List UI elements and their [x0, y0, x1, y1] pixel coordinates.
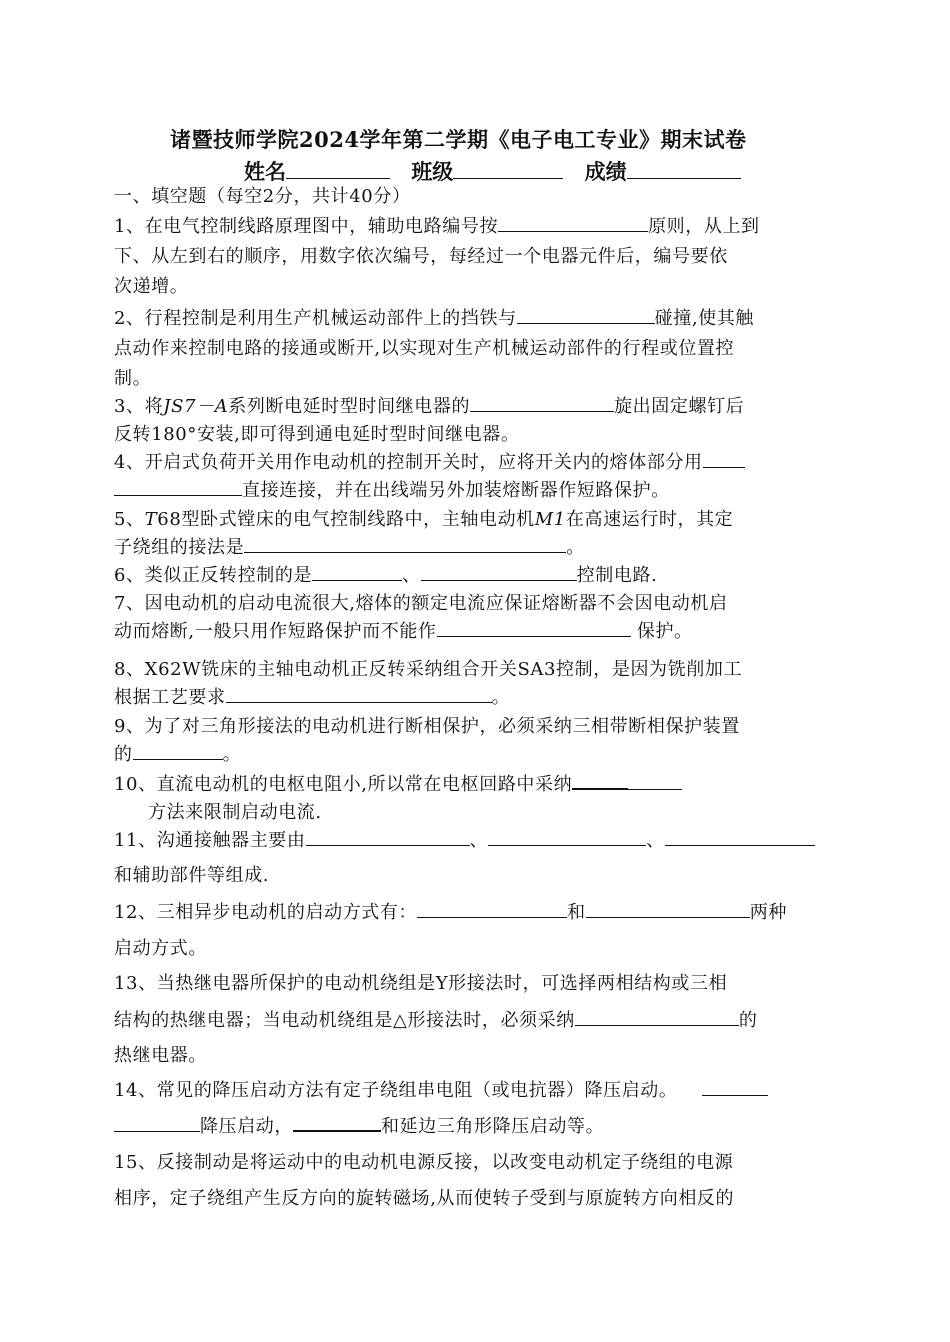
answer-blank[interactable] [244, 537, 566, 553]
name-label: 姓名 [244, 159, 286, 184]
answer-blank[interactable] [421, 565, 577, 581]
question-10-line-2: 方法来限制启动电流. [148, 802, 322, 823]
name-blank[interactable] [286, 160, 390, 179]
question-text: 14、常见的降压启动方法有定子绕组串电阻（或电抗器）降压启动。 [114, 1080, 678, 1101]
answer-blank[interactable] [306, 830, 470, 846]
answer-blank-extension[interactable] [628, 774, 682, 790]
question-7-line-2 [114, 617, 693, 643]
question-text: 动而熔断,一般只用作短路保护而不能作 [114, 621, 437, 642]
question-text: 在高速运行时，其定 [565, 509, 734, 530]
question-4-line-2 [114, 476, 670, 502]
question-text: 保护。 [630, 621, 693, 642]
answer-blank[interactable] [488, 830, 646, 846]
section-heading: 一、填空题（每空2分，共计40分） [114, 186, 411, 207]
score-blank[interactable] [627, 160, 741, 179]
question-text: 3、将 [114, 396, 164, 417]
question-text: 12、三相异步电动机的启动方式有： [114, 902, 418, 923]
question-text: 系列断电延时型时间继电器的 [228, 396, 471, 417]
question-11-line-1 [114, 826, 815, 852]
question-14-line-2 [114, 1112, 604, 1138]
answer-blank[interactable] [586, 902, 750, 918]
answer-blank[interactable] [470, 396, 614, 412]
question-text: 降压启动， [200, 1116, 293, 1137]
question-2-line-3: 制。 [114, 368, 152, 389]
question-text: 10、直流电动机的电枢电阻小,所以常在电枢回路中采纳 [114, 774, 573, 795]
question-1-line-3: 次递增。 [114, 276, 189, 297]
question-text: 2、行程控制是利用生产机械运动部件上的挡铁与 [114, 308, 517, 329]
question-15-line-1: 15、反接制动是将运动中的电动机电源反接，以改变电动机定子绕组的电源 [114, 1152, 734, 1173]
question-text: 1、在电气控制线路原理图中，辅助电路编号按 [114, 216, 499, 237]
question-text: 、 [402, 565, 421, 586]
exam-title: 诸暨技师学院2024学年第二学期《电子电工专业》期末试卷 [170, 127, 747, 152]
question-4-line-1 [114, 448, 745, 474]
answer-blank-continued[interactable] [114, 480, 242, 496]
answer-blank-continued[interactable] [114, 1116, 200, 1132]
answer-blank[interactable] [703, 452, 745, 468]
question-text: 和延边三角形降压启动等。 [381, 1116, 605, 1137]
question-2-line-1 [114, 304, 754, 330]
question-text: 、 [469, 830, 489, 851]
question-text: 结构的热继电器；当电动机绕组是△形接法时，必须采纳 [114, 1010, 575, 1031]
question-text: 。 [222, 744, 242, 765]
answer-blank[interactable] [437, 621, 631, 637]
machine-model: T [144, 509, 158, 530]
question-text: 11、沟通接触器主要由 [114, 830, 306, 851]
relay-model: JS7－A [163, 396, 229, 417]
question-13-line-3: 热继电器。 [114, 1045, 207, 1066]
question-text: 旋出固定螺钉后 [614, 396, 745, 417]
class-label: 班级 [411, 159, 454, 184]
question-7-line-1: 7、因电动机的启动电流很大,熔体的额定电流应保证熔断器不会因电动机启 [114, 593, 728, 614]
answer-blank[interactable] [417, 902, 567, 918]
question-6-line-1 [114, 561, 657, 587]
answer-blank[interactable] [665, 830, 815, 846]
question-2-line-2: 点动作来控制电路的接通或断开,以实现对生产机械运动部件的行程或位置控 [114, 338, 735, 359]
question-text: 的 [114, 744, 133, 765]
question-8-line-1: 8、X62W铣床的主轴电动机正反转采纳组合开关SA3控制，是因为铣削加工 [114, 659, 743, 680]
question-text: 和 [567, 902, 586, 923]
answer-blank[interactable] [575, 1010, 739, 1026]
question-text: 碰撞,使其触 [654, 308, 754, 329]
question-5-line-1 [114, 505, 733, 531]
question-text: 直接连接，并在出线端另外加装熔断器作短路保护。 [242, 480, 670, 501]
question-text: 根据工艺要求 [114, 687, 226, 708]
question-text: 6、类似正反转控制的是 [114, 565, 313, 586]
question-8-line-2 [114, 683, 510, 709]
question-10-line-1 [114, 770, 682, 796]
question-3-line-2: 反转180°安装,即可得到通电延时型时间继电器。 [114, 424, 520, 445]
answer-blank[interactable] [312, 565, 402, 581]
question-3-line-1 [114, 392, 744, 418]
question-1-line-2: 下、从左到右的顺序，用数字依次编号，每经过一个电器元件后，编号要依 [114, 246, 728, 267]
answer-blank[interactable] [226, 687, 492, 703]
question-5-line-2 [114, 533, 585, 559]
question-text: 。 [491, 687, 511, 708]
score-label: 成绩 [584, 159, 627, 184]
question-13-line-1: 13、当热继电器所保护的电动机绕组是Y形接法时，可选择两相结构或三相 [114, 973, 728, 994]
answer-blank[interactable] [517, 308, 655, 324]
answer-blank[interactable] [498, 216, 648, 232]
question-text: 、 [646, 830, 665, 851]
question-text: 两种 [749, 902, 787, 923]
question-text: 原则，从上到 [648, 216, 760, 237]
question-11-line-2: 和辅助部件等组成. [114, 865, 270, 886]
question-text: 68型卧式镗床的电气控制线路中，主轴电动机 [157, 509, 535, 530]
class-blank[interactable] [453, 160, 563, 179]
question-9-line-2 [114, 740, 241, 766]
question-text: 的 [738, 1010, 758, 1031]
question-1-line-1 [114, 212, 760, 238]
question-9-line-1: 9、为了对三角形接法的电动机进行断相保护，必须采纳三相带断相保护装置 [114, 716, 740, 737]
question-13-line-2 [114, 1006, 757, 1032]
answer-blank[interactable] [572, 773, 628, 790]
answer-blank[interactable] [293, 1115, 381, 1132]
question-text: 。 [566, 537, 585, 558]
answer-blank[interactable] [702, 1080, 768, 1096]
answer-blank[interactable] [133, 744, 223, 760]
question-12-line-2: 启动方式。 [114, 938, 207, 959]
question-14-line-1 [114, 1076, 768, 1102]
question-text: 控制电路. [576, 565, 658, 586]
question-text: 子绕组的接法是 [114, 537, 245, 558]
question-text: 4、开启式负荷开关用作电动机的控制开关时，应将开关内的熔体部分用 [114, 452, 703, 473]
question-text: 5、 [114, 509, 145, 530]
motor-label: M1 [534, 509, 566, 530]
question-15-line-2: 相序，定子绕组产生反方向的旋转磁场,从而使转子受到与原旋转方向相反的 [114, 1188, 735, 1209]
question-12-line-1 [114, 898, 787, 924]
